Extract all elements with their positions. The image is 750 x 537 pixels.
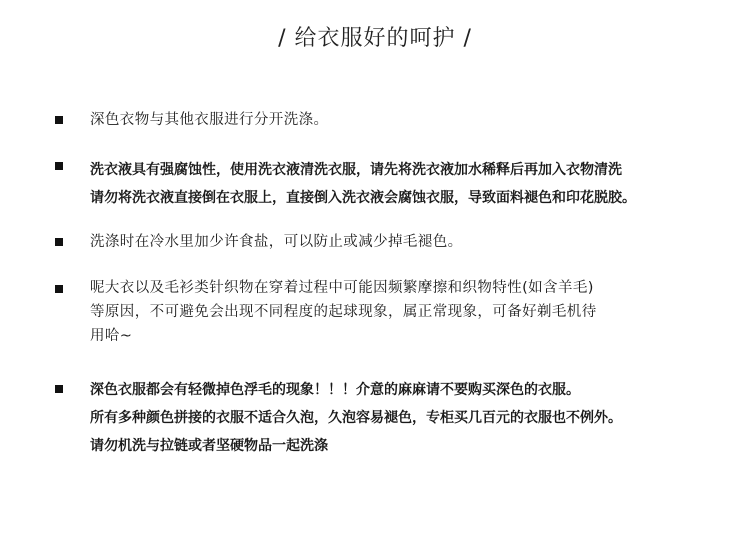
care-tip-text: [90, 229, 740, 255]
care-tip-line: 洗衣液具有强腐蚀性，使用洗衣液清洗衣服，请先将洗衣液加水稀释后再加入衣物清洗: [90, 162, 622, 178]
care-tip-line: 深色衣服都会有轻微掉色浮毛的现象！！！介意的麻麻请不要购买深色的衣服。: [90, 382, 580, 398]
care-tip-text: [90, 156, 740, 212]
page-title: / 给衣服好的呵护 /: [278, 26, 472, 51]
care-tip-text: [90, 276, 740, 348]
bullet-square-icon: [55, 238, 63, 246]
care-tip-text: [90, 376, 740, 460]
bullet-square-icon: [55, 385, 63, 393]
care-tip-line: 等原因，不可避免会出现不同程度的起球现象，属正常现象，可备好剃毛机待: [90, 304, 597, 320]
bullet-square-icon: [55, 116, 63, 124]
care-tip-line: 呢大衣以及毛衫类针织物在穿着过程中可能因频繁摩擦和织物特性(如含羊毛): [90, 280, 594, 296]
care-tip-line: 用哈~: [90, 328, 133, 344]
bullet-square-icon: [55, 285, 63, 293]
bullet-square-icon: [55, 162, 63, 170]
care-tip-line: 请勿将洗衣液直接倒在衣服上，直接倒入洗衣液会腐蚀衣服，导致面料褪色和印花脱胶。: [90, 190, 636, 206]
care-tip-line: 深色衣物与其他衣服进行分开洗涤。: [90, 112, 329, 128]
care-tip-line: 洗涤时在冷水里加少许食盐，可以防止或减少掉毛褪色。: [90, 234, 463, 250]
care-tip-text: [90, 107, 740, 133]
care-tip-line: 所有多种颜色拼接的衣服不适合久泡，久泡容易褪色，专柜买几百元的衣服也不例外。: [90, 410, 622, 426]
care-tip-line: 请勿机洗与拉链或者坚硬物品一起洗涤: [90, 438, 328, 454]
